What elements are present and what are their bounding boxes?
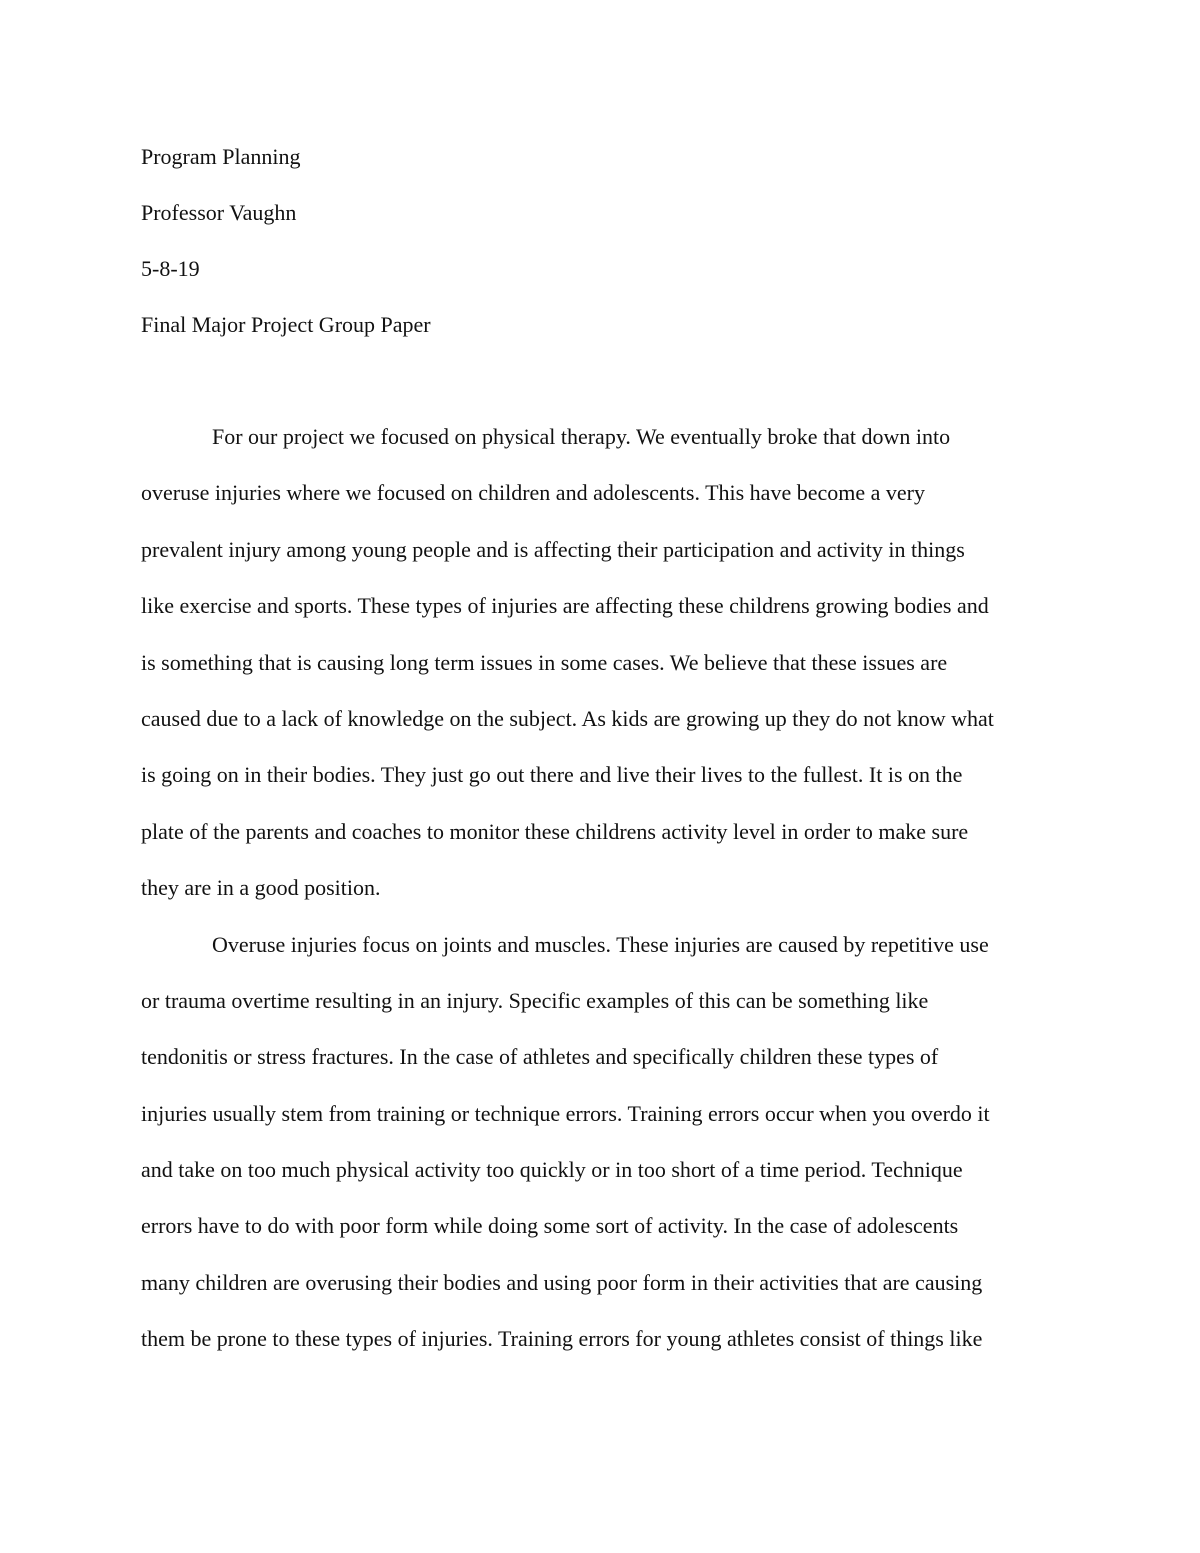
text-line: is going on in their bodies. They just go out there and live their lives to the fullest. It is on the	[141, 762, 963, 788]
text-line: Overuse injuries focus on joints and muscles. These injuries are caused by repetitive use	[212, 931, 989, 957]
paragraph-1	[141, 421, 1081, 929]
text-line: prevalent injury among young people and is affecting their participation and activity in things	[141, 536, 965, 562]
text-line: is something that is causing long term issues in some cases. We believe that these issues are	[141, 649, 948, 675]
paper-title: Final Major Project Group Paper	[141, 312, 431, 337]
text-line: and take on too much physical activity too quickly or in too short of a time period. Technique	[141, 1157, 963, 1183]
text-line: like exercise and sports. These types of injuries are affecting these childrens growing bodies and	[141, 593, 989, 619]
text-line: plate of the parents and coaches to monitor these childrens activity level in order to make sure	[141, 818, 969, 844]
paragraph-2	[141, 929, 1081, 1380]
text-line: injuries usually stem from training or technique errors. Training errors occur when you overdo it	[141, 1100, 990, 1126]
text-line: tendonitis or stress fractures. In the case of athletes and specifically children these types of	[141, 1044, 939, 1070]
text-line: For our project we focused on physical therapy. We eventually broke that down into	[212, 424, 951, 449]
professor-name: Professor Vaughn	[141, 200, 297, 225]
paper-header	[141, 141, 1081, 365]
text-line: they are in a good position.	[141, 875, 381, 901]
paper-date: 5-8-19	[141, 256, 200, 281]
text-line: them be prone to these types of injuries. Training errors for young athletes consist of things like	[141, 1326, 983, 1352]
text-line: many children are overusing their bodies and using poor form in their activities that are causing	[141, 1269, 983, 1295]
text-line: errors have to do with poor form while doing some sort of activity. In the case of adolescents	[141, 1213, 959, 1239]
text-line: overuse injuries where we focused on children and adolescents. This have become a very	[141, 480, 925, 506]
text-line: caused due to a lack of knowledge on the subject. As kids are growing up they do not know what	[141, 705, 994, 731]
course-name: Program Planning	[141, 144, 301, 169]
text-line: or trauma overtime resulting in an injury. Specific examples of this can be something like	[141, 987, 929, 1013]
paper-body	[141, 421, 1081, 1380]
